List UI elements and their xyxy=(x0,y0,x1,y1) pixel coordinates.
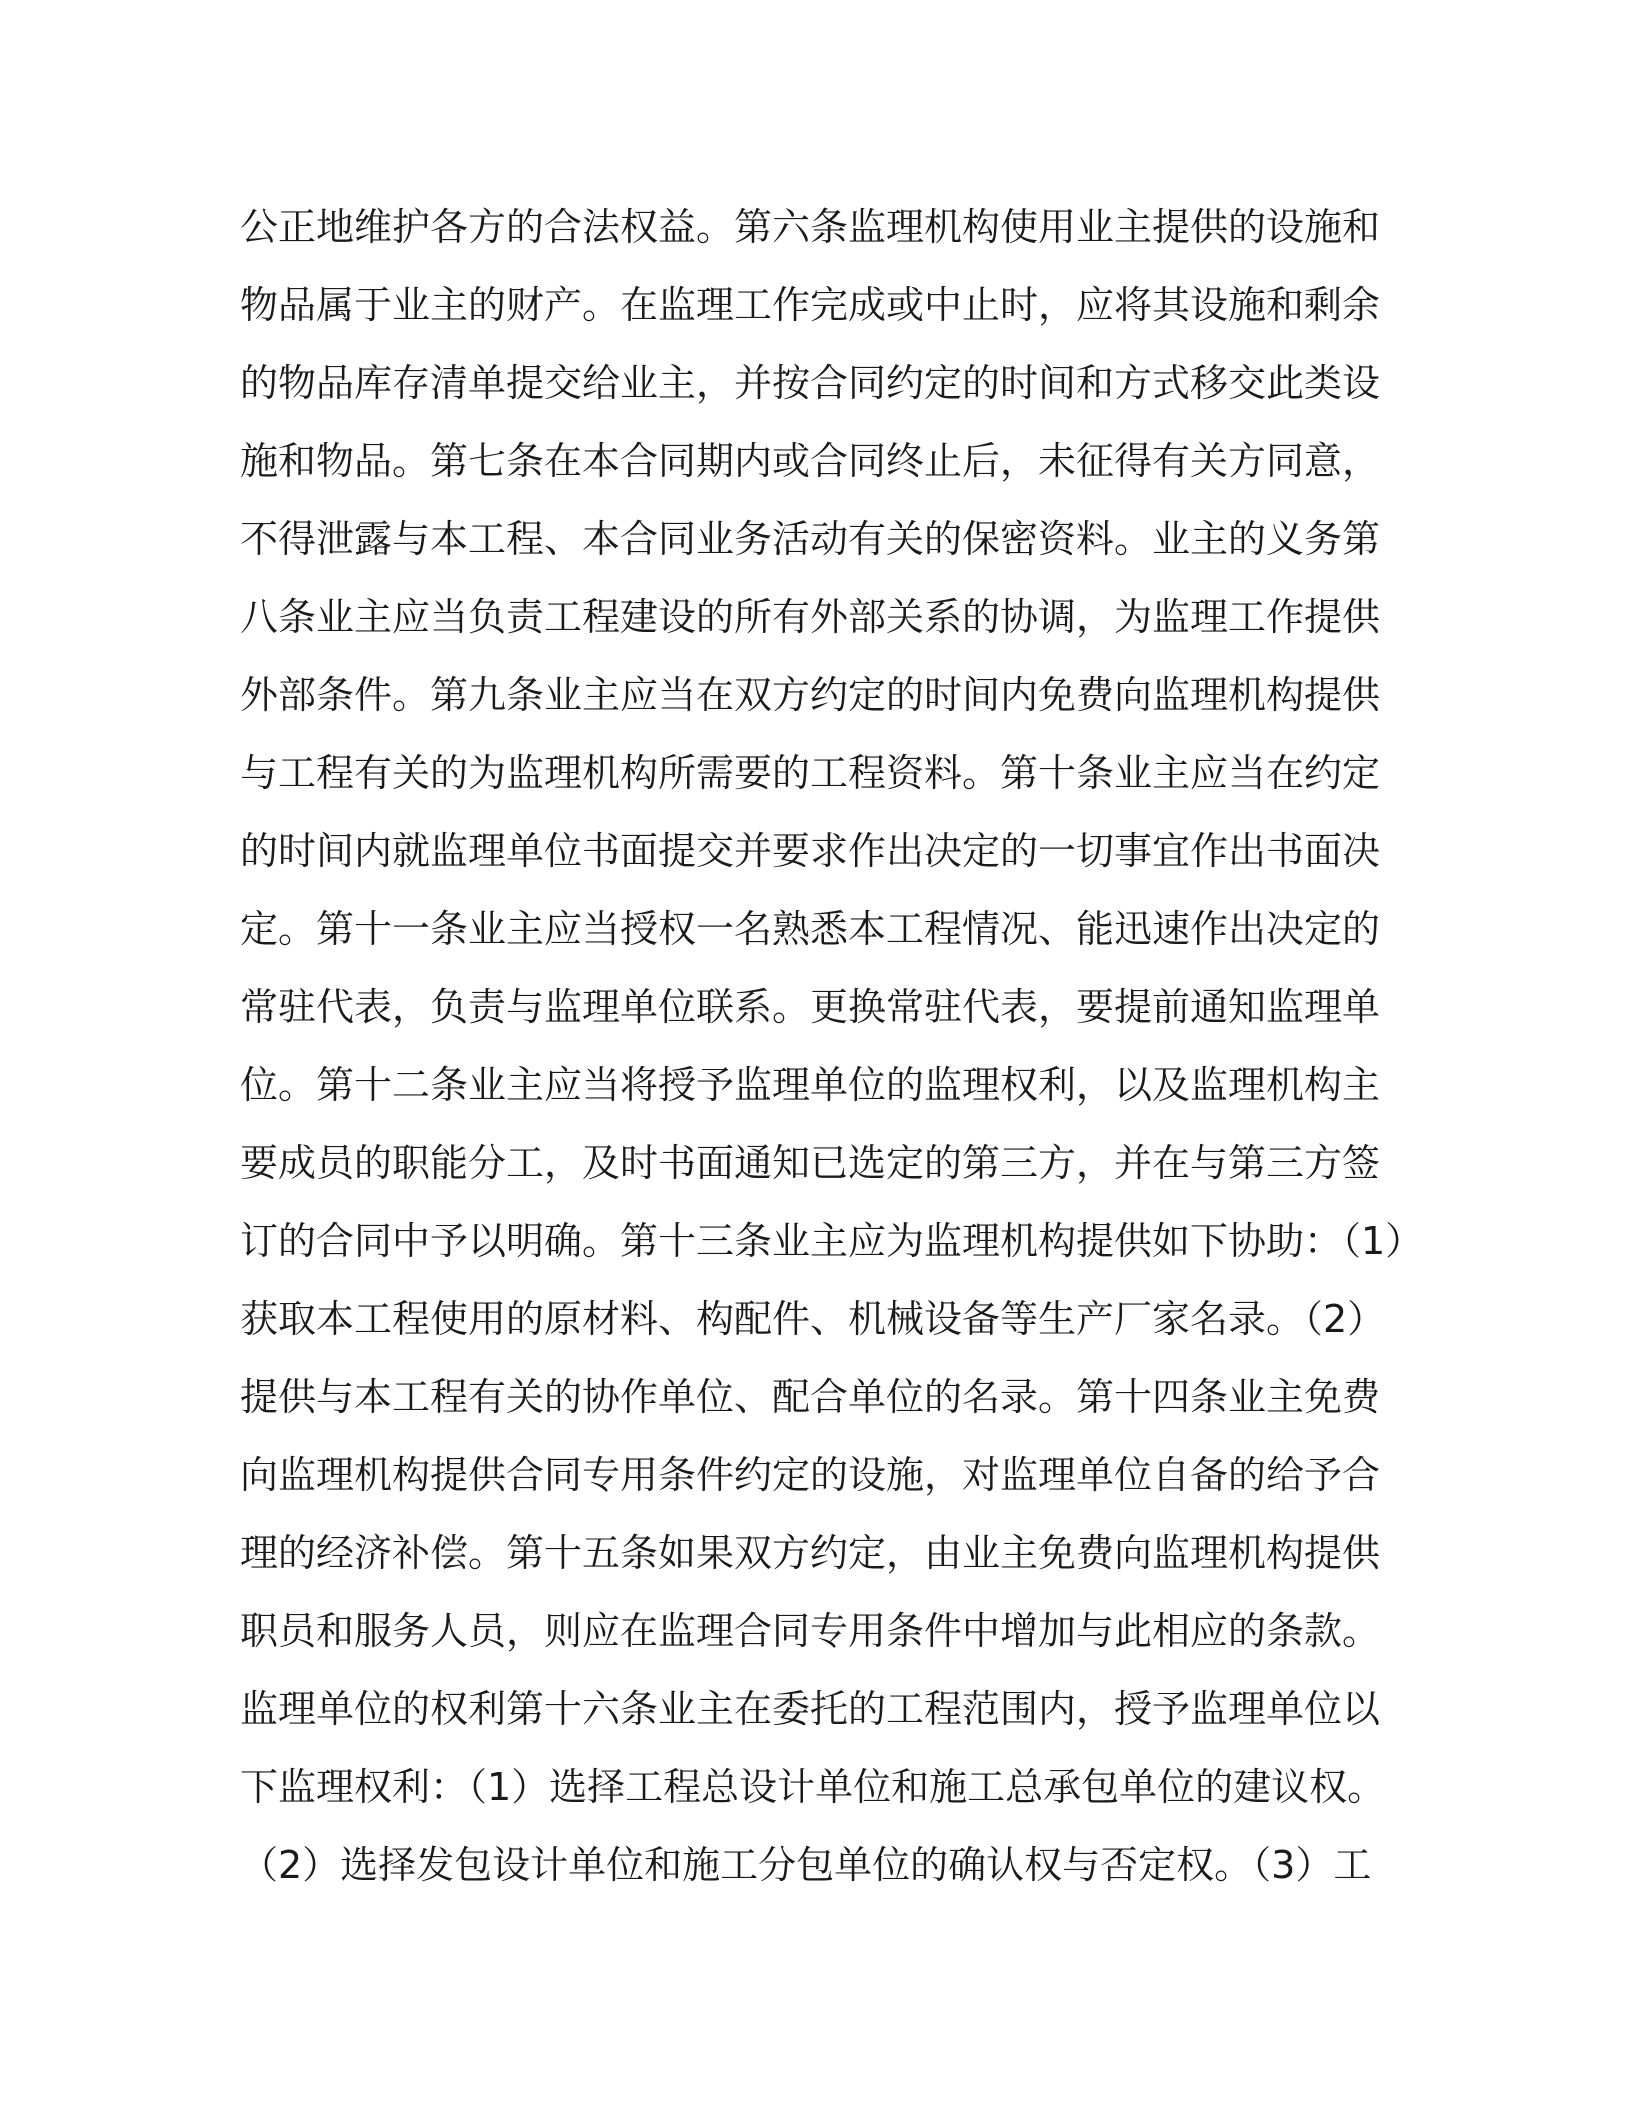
text-line: 外部条件。第九条业主应当在双方约定的时间内免费向监理机构提供 xyxy=(240,673,1381,717)
body-text xyxy=(240,188,1424,1904)
text-line: 与工程有关的为监理机构所需要的工程资料。第十条业主应当在约定 xyxy=(240,751,1381,795)
text-line: 订的合同中予以明确。第十三条业主应为监理机构提供如下协助：（1） xyxy=(240,1219,1424,1263)
text-line: 获取本工程使用的原材料、构配件、机械设备等生产厂家名录。（2） xyxy=(240,1297,1386,1341)
text-line: 职员和服务人员，则应在监理合同专用条件中增加与此相应的条款。 xyxy=(240,1609,1381,1653)
text-line: （2）选择发包设计单位和施工分包单位的确认权与否定权。（3）工 xyxy=(240,1843,1372,1887)
text-line: 物品属于业主的财产。在监理工作完成或中止时，应将其设施和剩余 xyxy=(240,283,1381,327)
text-line: 理的经济补偿。第十五条如果双方约定，由业主免费向监理机构提供 xyxy=(240,1531,1381,1575)
text-line: 定。第十一条业主应当授权一名熟悉本工程情况、能迅速作出决定的 xyxy=(240,907,1381,951)
text-line: 八条业主应当负责工程建设的所有外部关系的协调，为监理工作提供 xyxy=(240,595,1381,639)
text-line: 常驻代表，负责与监理单位联系。更换常驻代表，要提前通知监理单 xyxy=(240,985,1381,1029)
text-line: 提供与本工程有关的协作单位、配合单位的名录。第十四条业主免费 xyxy=(240,1375,1381,1419)
text-line: 位。第十二条业主应当将授予监理单位的监理权利，以及监理机构主 xyxy=(240,1063,1381,1107)
text-line: 施和物品。第七条在本合同期内或合同终止后，未征得有关方同意， xyxy=(240,439,1381,483)
text-line: 的物品库存清单提交给业主，并按合同约定的时间和方式移交此类设 xyxy=(240,361,1381,405)
text-line: 不得泄露与本工程、本合同业务活动有关的保密资料。业主的义务第 xyxy=(240,517,1381,561)
text-line: 公正地维护各方的合法权益。第六条监理机构使用业主提供的设施和 xyxy=(240,205,1381,249)
text-line: 下监理权利：（1）选择工程总设计单位和施工总承包单位的建议权。 xyxy=(240,1765,1386,1809)
text-line: 监理单位的权利第十六条业主在委托的工程范围内，授予监理单位以 xyxy=(240,1687,1381,1731)
text-line: 要成员的职能分工，及时书面通知已选定的第三方，并在与第三方签 xyxy=(240,1141,1381,1185)
text-line: 的时间内就监理单位书面提交并要求作出决定的一切事宜作出书面决 xyxy=(240,829,1381,873)
text-line: 向监理机构提供合同专用条件约定的设施，对监理单位自备的给予合 xyxy=(240,1453,1381,1497)
